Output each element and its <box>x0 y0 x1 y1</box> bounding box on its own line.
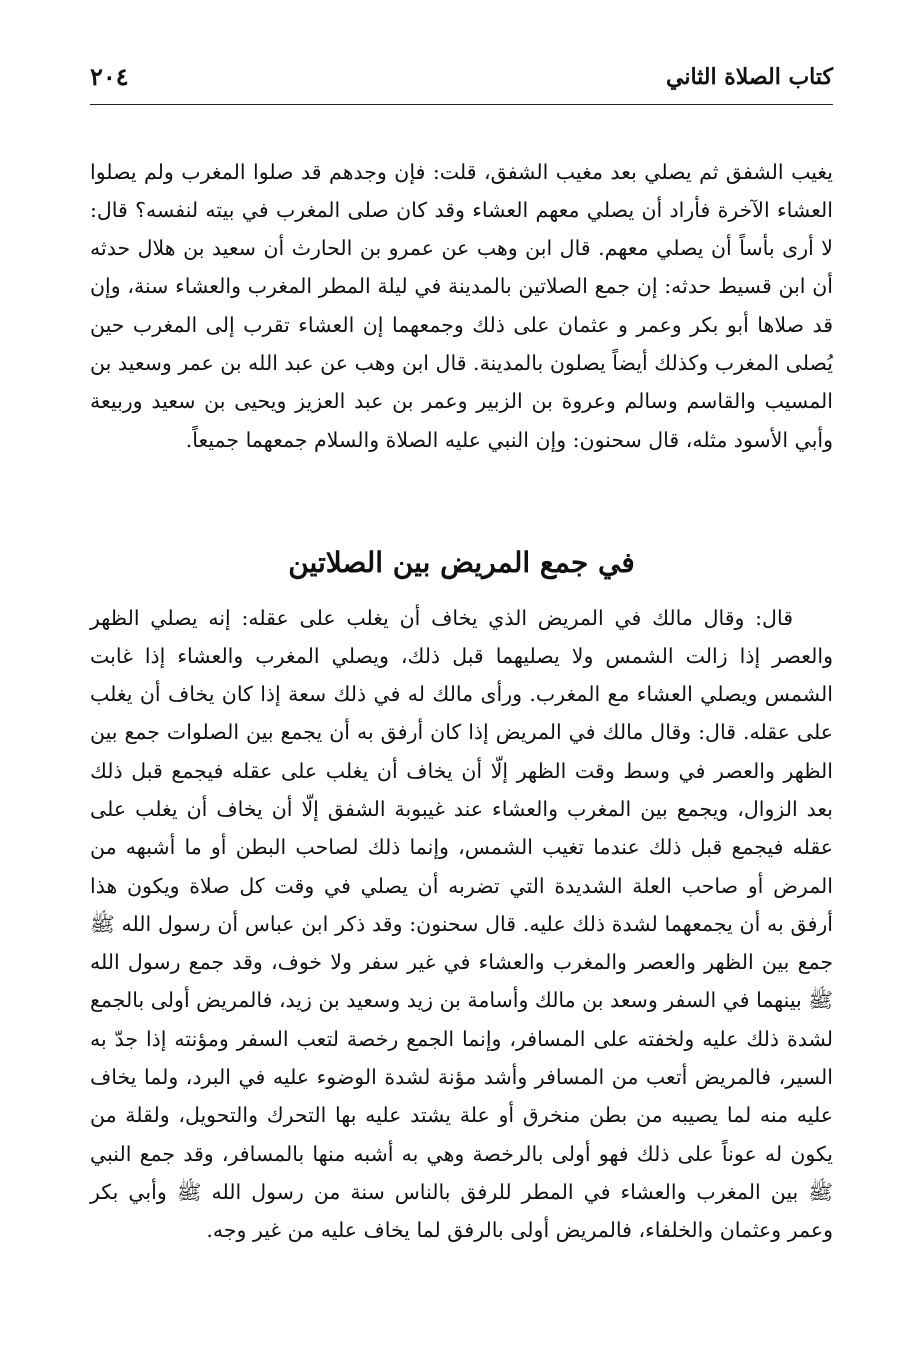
section-heading: في جمع المريض بين الصلاتين <box>288 546 635 580</box>
page-number: ٢٠٤ <box>90 62 129 91</box>
running-title: كتاب الصلاة الثاني <box>665 64 833 90</box>
body-paragraph-1: يغيب الشفق ثم يصلي بعد مغيب الشفق، قلت: فإن وجدهم قد صلوا المغرب ولم يصلوا العشاء الآخرة فأراد أن يصلي معهم العشاء وقد كان صلى المغرب في بيته لنفسه؟ قال: لا أرى بأساً أن يصلي معهم. قال ابن وهب عن عمرو بن الحارث أن سعيد بن هلال حدثه أن ابن قسيط حدثه: إن جمع الصلاتين بالمدينة في ليلة المطر المغرب والعشاء سنة، وإن قد صلاها أبو بكر وعمر و عثمان على ذلك وجمعهما إن العشاء تقرب إلى المغرب حين يُصلى المغرب وكذلك أيضاً يصلون بالمدينة. قال ابن وهب عن عبد الله بن عمر وسعيد بن المسيب والقاسم وسالم وعروة بن الزبير وعمر بن عبد العزيز ويحيى بن سعيد وربيعة وأبي الأسود مثله، قال سحنون: وإن النبي عليه الصلاة والسلام جمعهما جميعاً. <box>90 159 833 452</box>
body-paragraph-2: قال: وقال مالك في المريض الذي يخاف أن يغلب على عقله: إنه يصلي الظهر والعصر إذا زالت الشمس ولا يصليهما قبل ذلك، ويصلي المغرب والعشاء إذا غابت الشمس ويصلي العشاء مع المغرب. ورأى مالك له في ذلك سعة إذا كان يخاف أن يغلب على عقله. قال: وقال مالك في المريض إذا كان أرفق به أن يجمع بين الصلوات جمع بين الظهر والعصر في وسط وقت الظهر إلّا أن يخاف أن يغلب على عقله فيجمع قبل ذلك بعد الزوال، ويجمع بين المغرب والعشاء عند غيبوبة الشفق إلّا أن يخاف أن يغلب على عقله فيجمع قبل ذلك عندما تغيب الشمس، وإنما ذلك لصاحب البطن أو ما أشبهه من المرض أو صاحب العلة الشديدة التي تضربه أن يصلي في وقت كل صلاة ويكون هذا أرفق به أن يجمعهما لشدة ذلك عليه. قال سحنون: وقد ذكر ابن عباس أن رسول الله ﷺ جمع بين الظهر والعصر والمغرب والعشاء في غير سفر ولا خوف، وقد جمع رسول الله ﷺ بينهما في السفر وسعد بن مالك وأسامة بن زيد وسعيد بن زيد، فالمريض أولى بالجمع لشدة ذلك عليه ولخفته على المسافر، وإنما الجمع رخصة لتعب السفر ومؤنته إذا جدّ به السير، فالمريض أتعب من المسافر وأشد مؤنة لشدة الوضوء عليه في البرد، ولما يخاف عليه منه لما يصيبه من بطن منخرق أو علة يشتد عليه بها التحرك والتحويل، ولقلة من يكون له عوناً على ذلك فهو أولى بالرخصة وهي به أشبه منها بالمسافر، وقد جمع النبي ﷺ بين المغرب والعشاء في المطر للرفق بالناس سنة من رسول الله ﷺ وأبي بكر وعمر وعثمان والخلفاء، فالمريض أولى بالرفق لما يخاف عليه من غير وجه. <box>90 605 833 1243</box>
running-header <box>90 58 833 105</box>
